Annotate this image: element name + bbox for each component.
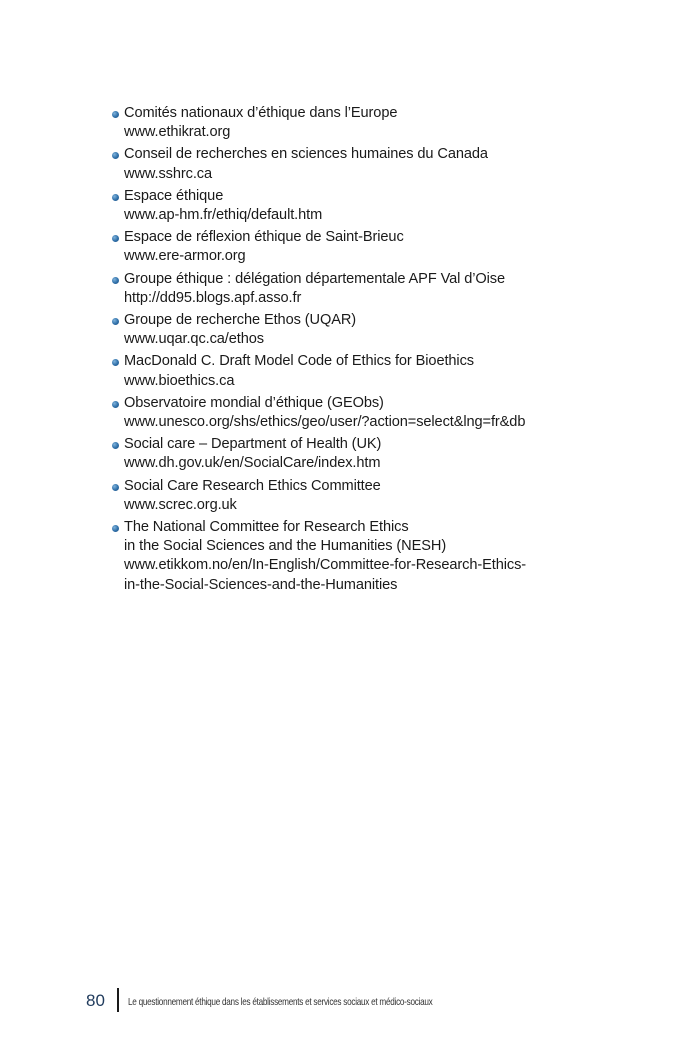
list-item bbox=[112, 435, 672, 473]
list-item bbox=[112, 518, 672, 595]
resource-name: Comités nationaux d’éthique dans l’Europe bbox=[124, 105, 398, 121]
resource-url: http://dd95.blogs.apf.asso.fr bbox=[124, 289, 302, 306]
resource-name: Espace de réflexion éthique de Saint-Brieuc bbox=[124, 229, 404, 246]
resource-url: www.ap-hm.fr/ethiq/default.htm bbox=[124, 207, 323, 224]
bullet-icon bbox=[112, 442, 119, 449]
bullet-icon bbox=[112, 401, 119, 408]
bullet-icon bbox=[112, 194, 119, 201]
list-item bbox=[112, 394, 672, 432]
bullet-icon bbox=[112, 318, 119, 325]
page-footer bbox=[0, 988, 693, 1018]
resource-url: www.etikkom.no/en/In-English/Committee-for-Research-Ethics- bbox=[124, 557, 527, 574]
resource-url: www.dh.gov.uk/en/SocialCare/index.htm bbox=[124, 455, 381, 472]
resource-name: Observatoire mondial d’éthique (GEObs) bbox=[124, 394, 384, 411]
resource-name: Social care – Department of Health (UK) bbox=[124, 436, 382, 453]
bullet-icon bbox=[112, 525, 119, 532]
resource-url: www.unesco.org/shs/ethics/geo/user/?action=select&lng=fr&db bbox=[124, 414, 526, 431]
bullet-icon bbox=[112, 277, 119, 284]
resource-name: The National Committee for Research Ethics bbox=[124, 519, 409, 536]
list-item bbox=[112, 477, 672, 515]
resource-name: Social Care Research Ethics Committee bbox=[124, 477, 381, 494]
resource-url: www.sshrc.ca bbox=[124, 165, 213, 182]
list-item bbox=[112, 228, 672, 266]
resource-url: www.ethikrat.org bbox=[124, 124, 231, 141]
list-item bbox=[112, 311, 672, 349]
resource-name: Groupe éthique : délégation départementale APF Val d’Oise bbox=[124, 270, 506, 287]
resource-url: www.screc.org.uk bbox=[124, 496, 237, 513]
bullet-icon bbox=[112, 152, 119, 159]
running-title: Le questionnement éthique dans les établissements et services sociaux et médico-sociaux bbox=[128, 996, 433, 1008]
resource-url: in-the-Social-Sciences-and-the-Humanities bbox=[124, 576, 398, 593]
page-number: 80 bbox=[86, 991, 105, 1010]
bullet-icon bbox=[112, 235, 119, 242]
list-item bbox=[112, 187, 672, 225]
list-item bbox=[112, 104, 672, 142]
bullet-icon bbox=[112, 359, 119, 366]
resource-url: www.ere-armor.org bbox=[124, 248, 246, 265]
resource-name: in the Social Sciences and the Humanities (NESH) bbox=[124, 538, 447, 555]
list-item bbox=[112, 270, 672, 308]
resource-url: www.uqar.qc.ca/ethos bbox=[124, 331, 264, 348]
resource-url: www.bioethics.ca bbox=[124, 372, 235, 389]
resource-name: Espace éthique bbox=[124, 187, 224, 204]
resource-list bbox=[112, 104, 672, 598]
resource-name: MacDonald C. Draft Model Code of Ethics for Bioethics bbox=[124, 353, 474, 370]
list-item bbox=[112, 352, 672, 390]
footer-divider bbox=[117, 988, 119, 1012]
bullet-icon bbox=[112, 111, 119, 118]
list-item bbox=[112, 145, 672, 183]
resource-name: Conseil de recherches en sciences humaines du Canada bbox=[124, 146, 488, 163]
resource-name: Groupe de recherche Ethos (UQAR) bbox=[124, 312, 357, 329]
bullet-icon bbox=[112, 484, 119, 491]
